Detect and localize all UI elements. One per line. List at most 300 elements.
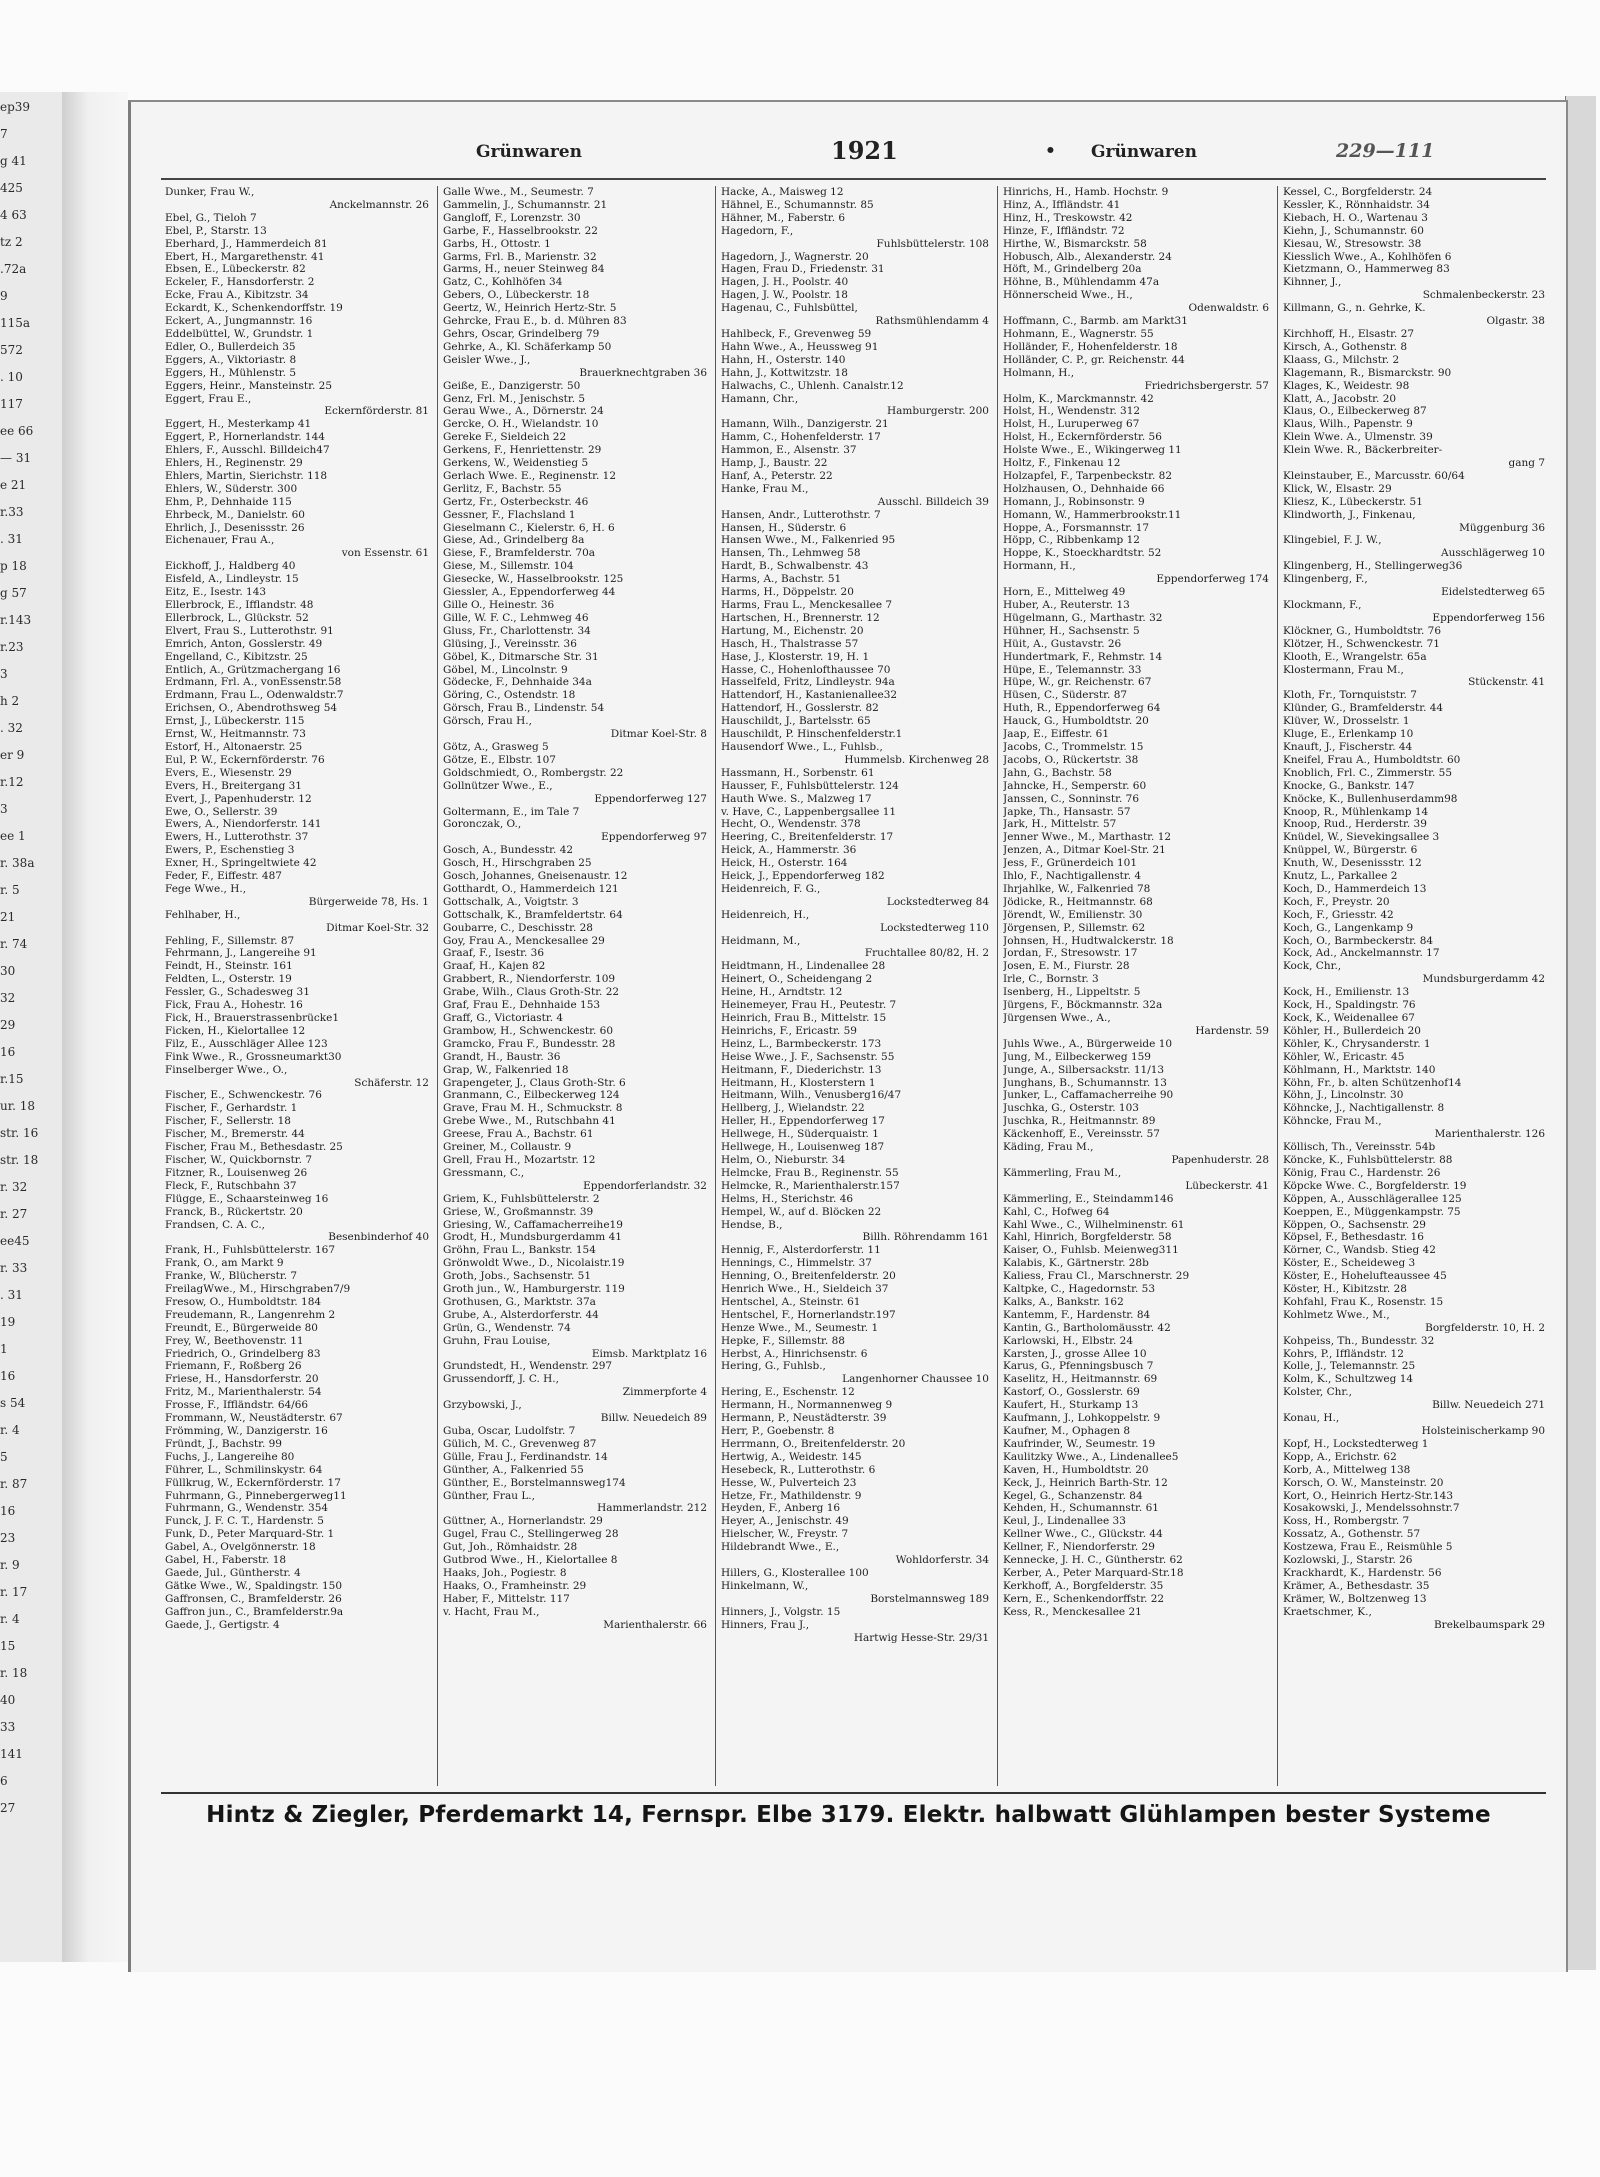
adjacent-page-fragment: 9 xyxy=(0,289,8,303)
directory-entry: Heering, C., Breitenfelderstr. 17 xyxy=(721,831,894,844)
directory-entry: Franck, B., Rückertstr. 20 xyxy=(165,1205,303,1218)
directory-entry: Götz, A., Grasweg 5 xyxy=(443,740,549,753)
directory-entry: Grebe Wwe., M., Rutschbahn 41 xyxy=(443,1115,616,1128)
directory-entry: Koch, F., Preystr. 20 xyxy=(1283,895,1390,908)
directory-entry: Günther, E., Borstelmannsweg174 xyxy=(443,1476,626,1489)
directory-entry: Koeppen, E., Müggenkampstr. 75 xyxy=(1283,1205,1461,1218)
directory-entry: Klötzer, H., Schwenckestr. 71 xyxy=(1283,637,1440,650)
directory-entry: Hellwege, H., Süderquaistr. 1 xyxy=(721,1128,879,1141)
directory-entry: Erichsen, O., Abendrothsweg 54 xyxy=(165,702,338,715)
adjacent-page-fragment: ee45 xyxy=(0,1234,30,1248)
directory-entry: Hinz, A., Iffländstr. 41 xyxy=(1003,198,1121,211)
adjacent-page-fragment: 5 xyxy=(0,1450,8,1464)
directory-entry: Holm, K., Marckmannstr. 42 xyxy=(1003,392,1154,405)
directory-entry: Kantemm, F., Hardenstr. 84 xyxy=(1003,1308,1151,1321)
page-edge xyxy=(1565,96,1596,1970)
adjacent-page-fragment: . 32 xyxy=(0,721,23,735)
adjacent-page-fragment: 6 xyxy=(0,1774,8,1788)
directory-entry: Klagemann, R., Bismarckstr. 90 xyxy=(1283,366,1452,379)
directory-entry: Fuchs, J., Langereihe 80 xyxy=(165,1450,295,1463)
directory-entry: Hirthe, W., Bismarckstr. 58 xyxy=(1003,237,1147,250)
header-section-right: Grünwaren xyxy=(1091,142,1197,162)
directory-entry: Henze Wwe., M., Seumestr. 1 xyxy=(721,1321,879,1334)
directory-entry: Ehlers, F., Ausschl. Billdeich47 xyxy=(165,444,330,457)
directory-entry: Exner, H., Springeltwiete 42 xyxy=(165,857,317,870)
directory-entry: Köster, E., Scheideweg 3 xyxy=(1283,1257,1416,1270)
directory-entry: Knoop, Rud., Herderstr. 39 xyxy=(1283,818,1427,831)
directory-entry: Ehrlich, J., Desenissstr. 26 xyxy=(165,521,305,534)
directory-entry: Klein Wwe. R., Bäckerbreiter- xyxy=(1283,444,1443,457)
directory-entry: Kock, Chr., xyxy=(1283,960,1342,973)
directory-entry: Hauth Wwe. S., Malzweg 17 xyxy=(721,792,872,805)
directory-entry: Holländer, C. P., gr. Reichenstr. 44 xyxy=(1003,353,1185,366)
directory-entry: Köhn, J., Lincolnstr. 30 xyxy=(1283,1089,1404,1102)
directory-entry: Hausendorf Wwe., L., Fuhlsb., xyxy=(721,740,883,753)
directory-entry: Gülich, M. C., Grevenweg 87 xyxy=(443,1437,597,1450)
directory-entry: Kraetschmer, K., xyxy=(1283,1605,1372,1618)
directory-entry: Lübeckerstr. 41 xyxy=(1185,1179,1269,1192)
directory-entry: Friese, H., Hansdorferstr. 20 xyxy=(165,1373,319,1386)
directory-entry: Jess, F., Grünerdeich 101 xyxy=(1003,857,1138,870)
directory-entry: Grün, G., Wendenstr. 74 xyxy=(443,1321,571,1334)
directory-entry: Kolm, K., Schultzweg 14 xyxy=(1283,1373,1414,1386)
directory-entry: Josen, E. M., Fiurstr. 28 xyxy=(1003,960,1130,973)
directory-entry: Ewers, P., Eschenstieg 3 xyxy=(165,844,295,857)
directory-entry: Kastorf, O., Gosslerstr. 69 xyxy=(1003,1386,1140,1399)
directory-entry: Klingebiel, F. J. W., xyxy=(1283,534,1382,547)
directory-entry: Bürgerweide 78, Hs. 1 xyxy=(308,895,429,908)
directory-entry: Greese, Frau A., Bachstr. 61 xyxy=(443,1128,594,1141)
directory-entry: Kirchhoff, H., Elsastr. 27 xyxy=(1283,327,1415,340)
directory-entry: Kolle, J., Telemannstr. 25 xyxy=(1283,1360,1416,1373)
directory-entry: Feldten, L., Osterstr. 19 xyxy=(165,973,292,986)
directory-entry: Kock, H., Emilienstr. 13 xyxy=(1283,986,1410,999)
directory-entry: Hagen, Frau D., Friedenstr. 31 xyxy=(721,263,885,276)
directory-entry: Grussendorff, J. C. H., xyxy=(443,1373,559,1386)
directory-entry: Juschka, R., Heitmannstr. 89 xyxy=(1003,1115,1156,1128)
directory-entry: Ewers, A., Niendorferstr. 141 xyxy=(165,818,322,831)
directory-entry: Isenberg, H., Lippeltstr. 5 xyxy=(1003,986,1141,999)
directory-entry: Evers, E., Wiesenstr. 29 xyxy=(165,766,292,779)
directory-entry: Fischer, W., Quickbornstr. 7 xyxy=(165,1153,313,1166)
adjacent-page-fragment: 19 xyxy=(0,1315,16,1329)
directory-entry: Feindt, H., Steinstr. 161 xyxy=(165,960,293,973)
directory-entry: Rathsmühlendamm 4 xyxy=(875,315,989,328)
directory-entry: Köhler, K., Chrysanderstr. 1 xyxy=(1283,1037,1431,1050)
directory-entry: Klüver, W., Drosselstr. 1 xyxy=(1283,715,1410,728)
directory-entry: Klaus, Wilh., Papenstr. 9 xyxy=(1283,418,1413,431)
adjacent-page-fragment: str. 16 xyxy=(0,1126,39,1140)
directory-entry: Gatz, C., Kohlhöfen 34 xyxy=(443,276,563,289)
directory-entry: Brauerknechtgraben 36 xyxy=(579,366,707,379)
directory-entry: Korb, A., Mittelweg 138 xyxy=(1283,1463,1411,1476)
adjacent-page-fragment: g 57 xyxy=(0,586,27,600)
column-rule xyxy=(715,186,716,1786)
directory-entry: Heinemeyer, Frau H., Peutestr. 7 xyxy=(721,999,897,1012)
directory-entry: Hügelmann, G., Marthastr. 32 xyxy=(1003,611,1163,624)
directory-entry: Irle, C., Bornstr. 3 xyxy=(1003,973,1099,986)
directory-entry: Klünder, G., Bramfelderstr. 44 xyxy=(1283,702,1444,715)
directory-entry: Hahn Wwe., A., Heussweg 91 xyxy=(721,340,879,353)
directory-entry: Jörgensen, P., Sillemstr. 62 xyxy=(1003,921,1146,934)
directory-entry: Ehlers, W., Süderstr. 300 xyxy=(165,482,298,495)
directory-entry: Ehlers, Martin, Sierichstr. 118 xyxy=(165,469,328,482)
directory-entry: Eddelbüttel, W., Grundstr. 1 xyxy=(165,327,314,340)
directory-entry: Grapengeter, J., Claus Groth-Str. 6 xyxy=(443,1076,626,1089)
directory-entry: Eckernförderstr. 81 xyxy=(324,405,429,418)
directory-entry: Hinners, Frau J., xyxy=(721,1618,810,1631)
directory-entry: Griem, K., Fuhlsbüttelerstr. 2 xyxy=(443,1192,600,1205)
directory-entry: Harms, A., Bachstr. 51 xyxy=(721,573,842,586)
directory-entry: Heick, H., Osterstr. 164 xyxy=(721,857,848,870)
adjacent-page-fragment: str. 18 xyxy=(0,1153,39,1167)
directory-entry: Jahn, G., Bachstr. 58 xyxy=(1003,766,1112,779)
directory-entry: Gertz, Fr., Osterbeckstr. 46 xyxy=(443,495,589,508)
adjacent-page-fragment: r.23 xyxy=(0,640,24,654)
directory-entry: Klaus, O., Eilbeckerweg 87 xyxy=(1283,405,1427,418)
directory-entry: Kock, H., Spaldingstr. 76 xyxy=(1283,999,1416,1012)
directory-entry: Erdmann, Frl. A., vonEssenstr.58 xyxy=(165,676,342,689)
directory-entry: Kalabis, K., Gärtnerstr. 28b xyxy=(1003,1257,1149,1270)
directory-entry: Heine, H., Arndtstr. 12 xyxy=(721,986,843,999)
directory-entry: Hüsen, C., Süderstr. 87 xyxy=(1003,689,1128,702)
directory-entry: Eggert, P., Hornerlandstr. 144 xyxy=(165,431,325,444)
directory-entry: Hellberg, J., Wielandstr. 22 xyxy=(721,1102,865,1115)
directory-entry: Knuth, W., Desenissstr. 12 xyxy=(1283,857,1422,870)
directory-entry: Klingenberg, H., Stellingerweg36 xyxy=(1283,560,1463,573)
directory-entry: Gosch, Johannes, Gneisenaustr. 12 xyxy=(443,870,628,883)
directory-entry: Frank, H., Fuhlsbüttelerstr. 167 xyxy=(165,1244,336,1257)
directory-entry: Fischer, M., Bremerstr. 44 xyxy=(165,1128,305,1141)
directory-entry: Garbe, F., Hasselbrookstr. 22 xyxy=(443,224,598,237)
directory-entry: Kiebach, H. O., Wartenau 3 xyxy=(1283,211,1428,224)
directory-entry: Estorf, H., Altonaerstr. 25 xyxy=(165,740,303,753)
directory-entry: Schäferstr. 12 xyxy=(354,1076,429,1089)
directory-entry: Köppen, O., Sachsenstr. 29 xyxy=(1283,1218,1426,1231)
directory-entry: Gaffronsen, C., Bramfelderstr. 26 xyxy=(165,1592,342,1605)
directory-entry: Garbs, H., Ottostr. 1 xyxy=(443,237,551,250)
adjacent-page-fragment: r. 38a xyxy=(0,856,35,870)
directory-entry: Göbel, M., Lincolnstr. 9 xyxy=(443,663,568,676)
directory-entry: Guba, Oscar, Ludolfstr. 7 xyxy=(443,1425,576,1437)
directory-entry: Hering, E., Eschenstr. 12 xyxy=(721,1386,855,1399)
directory-entry: Halwachs, C., Uhlenh. Canalstr.12 xyxy=(721,379,904,392)
directory-entry: v. Have, C., Lappenbergsallee 11 xyxy=(721,805,897,818)
adjacent-page-fragment: 15 xyxy=(0,1639,16,1653)
directory-entry: Kostzewa, Frau E., Reismühle 5 xyxy=(1283,1541,1453,1554)
directory-entry: Hesse, W., Pulverteich 23 xyxy=(721,1476,857,1489)
directory-entry: Odenwaldstr. 6 xyxy=(1188,302,1269,315)
entry-column-3 xyxy=(721,186,991,1791)
entry-column-2 xyxy=(443,186,709,1791)
directory-entry: Ellerbrock, E., Ifflandstr. 48 xyxy=(165,599,314,611)
directory-entry: Goronczak, O., xyxy=(443,818,522,831)
directory-entry: Ehm, P., Dehnhaide 115 xyxy=(165,495,292,508)
directory-entry: Heick, J., Eppendorferweg 182 xyxy=(721,870,885,883)
directory-entry: Hardt, B., Schwalbenstr. 43 xyxy=(721,560,869,573)
directory-entry: Janssen, C., Sonninstr. 76 xyxy=(1003,792,1140,805)
directory-entry: Kopp, A., Erichstr. 62 xyxy=(1283,1450,1397,1463)
directory-entry: Kerber, A., Peter Marquard-Str.18 xyxy=(1003,1566,1184,1579)
directory-entry: Gammelin, J., Schumannstr. 21 xyxy=(443,198,608,211)
directory-entry: Heinrichs, F., Ericastr. 59 xyxy=(721,1024,857,1037)
directory-entry: Brekelbaumspark 29 xyxy=(1433,1618,1545,1631)
directory-entry: Heller, H., Eppendorferweg 17 xyxy=(721,1115,885,1128)
directory-entry: Herbst, A., Hinrichsenstr. 6 xyxy=(721,1347,868,1360)
directory-entry: Knoop, R., Mühlenkamp 14 xyxy=(1283,805,1429,818)
directory-entry: Holmann, H., xyxy=(1003,366,1075,379)
directory-entry: Kern, E., Schenkendorffstr. 22 xyxy=(1003,1592,1165,1605)
column-rule xyxy=(1277,186,1278,1786)
directory-entry: Billw. Neuedeich 271 xyxy=(1432,1399,1545,1412)
directory-entry: Gabel, A., Ovelgönnerstr. 18 xyxy=(165,1541,316,1554)
directory-entry: Eggert, Frau E., xyxy=(165,392,252,405)
directory-entry: Klick, W., Elsastr. 29 xyxy=(1283,482,1392,495)
directory-entry: Hähner, M., Faberstr. 6 xyxy=(721,211,846,224)
directory-entry: Fege Wwe., H., xyxy=(165,882,247,895)
adjacent-page-fragment: 3 xyxy=(0,802,8,816)
directory-entry: Heitmann, F., Diederichstr. 13 xyxy=(721,1063,882,1076)
directory-entry: Kaliess, Frau Cl., Marschnerstr. 29 xyxy=(1003,1270,1190,1283)
directory-entry: Kneifel, Frau A., Humboldtstr. 60 xyxy=(1283,753,1461,766)
directory-entry: Holste Wwe., E., Wikingerweg 11 xyxy=(1003,444,1182,457)
directory-entry: Fuhlsbüttelerstr. 108 xyxy=(876,237,989,250)
directory-entry: Hellwege, H., Louisenweg 187 xyxy=(721,1141,885,1154)
directory-entry: Jahncke, H., Semperstr. 60 xyxy=(1003,779,1147,792)
adjacent-page-fragment: 1 xyxy=(0,1342,8,1356)
directory-entry: Hamm, C., Hohenfelderstr. 17 xyxy=(721,431,881,444)
directory-entry: Frommann, W., Neustädterstr. 67 xyxy=(165,1412,343,1425)
directory-entry: Hermann, H., Normannenweg 9 xyxy=(721,1399,893,1412)
directory-entry: Freundt, E., Bürgerweide 80 xyxy=(165,1321,318,1334)
directory-entry: Graf, Frau E., Dehnhaide 153 xyxy=(443,999,601,1012)
directory-entry: Kopf, H., Lockstedterweg 1 xyxy=(1283,1437,1429,1450)
adjacent-page-fragment: 117 xyxy=(0,397,23,411)
directory-entry: Hähnel, E., Schumannstr. 85 xyxy=(721,198,874,211)
adjacent-page-fragment: r. 33 xyxy=(0,1261,28,1275)
directory-entry: Hertwig, A., Weidestr. 145 xyxy=(721,1450,862,1463)
directory-entry: Hinz, H., Treskowstr. 42 xyxy=(1003,211,1133,224)
directory-entry: Gehrs, Oscar, Grindelberg 79 xyxy=(443,327,600,340)
directory-entry: Kaufert, H., Sturkamp 13 xyxy=(1003,1399,1139,1412)
directory-entry: Griesing, W., Caffamacherreihe19 xyxy=(443,1218,623,1231)
directory-entry: Horn, E., Mittelweg 49 xyxy=(1003,586,1126,599)
adjacent-page-fragment: 32 xyxy=(0,991,16,1005)
directory-entry: Helms, H., Sterichstr. 46 xyxy=(721,1192,854,1205)
directory-entry: König, Frau C., Hardenstr. 26 xyxy=(1283,1166,1441,1179)
directory-entry: Hermann, P., Neustädterstr. 39 xyxy=(721,1412,887,1425)
directory-entry: v. Hacht, Frau M., xyxy=(443,1605,540,1618)
directory-entry: Ernst, J., Lübeckerstr. 115 xyxy=(165,715,305,728)
directory-entry: Junge, A., Silbersackstr. 11/13 xyxy=(1003,1063,1165,1076)
directory-entry: Klooth, E., Wrangelstr. 65a xyxy=(1283,650,1427,663)
directory-entry: Finselberger Wwe., O., xyxy=(165,1063,288,1076)
directory-entry: Hausser, F., Fuhlsbüttelerstr. 124 xyxy=(721,779,899,792)
directory-entry: Ihlo, F., Nachtigallenstr. 4 xyxy=(1003,870,1142,883)
directory-entry: Köpcke Wwe. C., Borgfelderstr. 19 xyxy=(1283,1179,1467,1192)
directory-entry: Kiesau, W., Stresowstr. 38 xyxy=(1283,237,1422,250)
directory-entry: Grube, A., Alsterdorferstr. 44 xyxy=(443,1308,599,1321)
directory-entry: Fischer, Frau M., Bethesdastr. 25 xyxy=(165,1141,343,1154)
directory-entry: Grönwoldt Wwe., D., Nicolaistr.19 xyxy=(443,1257,625,1270)
directory-entry: Friemann, F., Roßberg 26 xyxy=(165,1360,302,1373)
directory-entry: Hendse, B., xyxy=(721,1218,783,1231)
directory-entry: Emrich, Anton, Gosslerstr. 49 xyxy=(165,637,323,650)
directory-entry: Hardenstr. 59 xyxy=(1195,1024,1269,1037)
directory-entry: Jürgens, F., Böckmannstr. 32a xyxy=(1003,999,1163,1012)
directory-entry: Hönnerscheid Wwe., H., xyxy=(1003,289,1133,302)
directory-entry: Frandsen, C. A. C., xyxy=(165,1218,266,1231)
directory-entry: Eberhard, J., Hammerdeich 81 xyxy=(165,237,328,250)
adjacent-page-fragment: r.15 xyxy=(0,1072,24,1086)
directory-entry: Kerkhoff, A., Borgfelderstr. 35 xyxy=(1003,1579,1164,1592)
directory-entry: Langenhorner Chaussee 10 xyxy=(842,1373,989,1386)
adjacent-page-fragment: r. 87 xyxy=(0,1477,28,1491)
directory-entry: Gaffron jun., C., Bramfelderstr.9a xyxy=(165,1605,344,1618)
directory-entry: Karus, G., Pfenningsbusch 7 xyxy=(1003,1360,1154,1373)
directory-entry: Galle Wwe., M., Seumestr. 7 xyxy=(443,186,594,198)
directory-entry: Groth jun., W., Hamburgerstr. 119 xyxy=(443,1283,625,1296)
directory-entry: Junghans, B., Schumannstr. 13 xyxy=(1003,1076,1167,1089)
directory-entry: Frömming, W., Danzigerstr. 16 xyxy=(165,1425,328,1437)
directory-entry: Filz, E., Ausschläger Allee 123 xyxy=(165,1037,328,1050)
directory-entry: Gereke F., Sieldeich 22 xyxy=(443,431,567,444)
directory-entry: Funk, D., Peter Marquard-Str. 1 xyxy=(165,1528,335,1541)
directory-entry: Kloth, Fr., Tornquiststr. 7 xyxy=(1283,689,1417,702)
adjacent-page-fragment: 27 xyxy=(0,1801,16,1815)
directory-entry: Heick, A., Hammerstr. 36 xyxy=(721,844,857,857)
adjacent-page-fragment: . 31 xyxy=(0,532,23,546)
directory-entry: Hinkelmann, W., xyxy=(721,1579,809,1592)
directory-entry: Ewe, O., Sellerstr. 39 xyxy=(165,805,278,818)
adjacent-page-fragment: tz 2 xyxy=(0,235,23,249)
directory-entry: Edler, O., Bullerdeich 35 xyxy=(165,340,296,353)
directory-entry: Jenzen, A., Ditmar Koel-Str. 21 xyxy=(1003,844,1166,857)
directory-entry: Besenbinderhof 40 xyxy=(328,1231,429,1244)
directory-entry: Knutz, L., Parkallee 2 xyxy=(1283,870,1398,883)
directory-entry: Knüdel, W., Sievekingsallee 3 xyxy=(1283,831,1440,844)
directory-entry: Kluge, E., Erlenkamp 10 xyxy=(1283,728,1414,741)
adjacent-page-fragment: ep39 xyxy=(0,100,31,114)
directory-entry: Holst, H., Wendenstr. 312 xyxy=(1003,405,1141,418)
directory-entry: Fresow, O., Humboldtstr. 184 xyxy=(165,1295,322,1308)
directory-entry: Giessler, A., Eppendorferweg 44 xyxy=(443,586,616,599)
adjacent-page-fragment: 23 xyxy=(0,1531,16,1545)
adjacent-page-fragment: .72a xyxy=(0,262,27,276)
adjacent-page-fragment: 16 xyxy=(0,1045,16,1059)
directory-entry: Hepke, F., Sillemstr. 88 xyxy=(721,1334,845,1347)
directory-entry: Hagen, J. H., Poolstr. 40 xyxy=(721,276,849,289)
directory-entry: Giese, F., Bramfelderstr. 70a xyxy=(443,547,596,560)
adjacent-page-fragment: r.12 xyxy=(0,775,24,789)
directory-entry: Kock, Ad., Anckelmannstr. 17 xyxy=(1283,947,1440,960)
directory-entry: Kolster, Chr., xyxy=(1283,1386,1352,1399)
directory-entry: Herrmann, O., Breitenfelderstr. 20 xyxy=(721,1437,906,1450)
adjacent-page-fragment: 115a xyxy=(0,316,31,330)
directory-entry: Käckenhoff, E., Vereinsstr. 57 xyxy=(1003,1128,1160,1141)
directory-entry: Fick, Frau A., Hohestr. 16 xyxy=(165,999,303,1012)
directory-entry: Krämer, W., Boltzenweg 13 xyxy=(1283,1592,1427,1605)
directory-entry: Gosch, H., Hirschgraben 25 xyxy=(443,857,592,870)
directory-entry: Henning, O., Breitenfelderstr. 20 xyxy=(721,1270,896,1283)
entry-column-4 xyxy=(1003,186,1271,1791)
directory-entry: Hagen, J. W., Poolstr. 18 xyxy=(721,289,848,302)
page-number: 229—111 xyxy=(1336,140,1435,162)
directory-entry: Klages, K., Weidestr. 98 xyxy=(1283,379,1410,392)
adjacent-page-fragment: p 18 xyxy=(0,559,27,573)
directory-entry: Funck, J. F. C. T., Hardenstr. 5 xyxy=(165,1515,324,1528)
directory-entry: Kietzmann, O., Hammerweg 83 xyxy=(1283,263,1450,276)
adjacent-page-fragment: r. 9 xyxy=(0,1558,20,1572)
directory-entry: Jacobs, O., Rückertstr. 38 xyxy=(1003,753,1139,766)
directory-entry: Korsch, O. W., Mansteinstr. 20 xyxy=(1283,1476,1444,1489)
directory-entry: Kegel, G., Schanzenstr. 84 xyxy=(1003,1489,1143,1502)
directory-entry: Kleinstauber, E., Marcusstr. 60/64 xyxy=(1283,469,1465,482)
directory-entry: Hentschel, F., Hornerlandstr.197 xyxy=(721,1308,896,1321)
directory-entry: Körner, C., Wandsb. Stieg 42 xyxy=(1283,1244,1436,1257)
directory-entry: Köllisch, Th., Vereinsstr. 54b xyxy=(1283,1141,1436,1154)
directory-entry: Kohrs, P., Iffländstr. 12 xyxy=(1283,1347,1404,1360)
directory-entry: Giesecke, W., Hasselbrookstr. 125 xyxy=(443,573,624,586)
directory-entry: Eppendorferweg 127 xyxy=(594,792,707,805)
directory-entry: Koch, G., Langenkamp 9 xyxy=(1283,921,1414,934)
adjacent-page-fragment: 29 xyxy=(0,1018,16,1032)
directory-entry: Fischer, F., Sellerstr. 18 xyxy=(165,1115,291,1128)
directory-entry: Göbel, K., Ditmarsche Str. 31 xyxy=(443,650,599,663)
directory-entry: Kaltpke, C., Hagedornstr. 53 xyxy=(1003,1283,1156,1296)
directory-entry: Haaks, O., Framheinstr. 29 xyxy=(443,1579,587,1592)
directory-entry: Frank, O., am Markt 9 xyxy=(165,1257,284,1270)
directory-entry: Heyden, F., Anberg 16 xyxy=(721,1502,841,1515)
directory-entry: Ficken, H., Kielortallee 12 xyxy=(165,1024,306,1037)
directory-entry: Garms, H., neuer Steinweg 84 xyxy=(443,263,605,276)
directory-entry: Hasse, C., Hohenlofthaussee 70 xyxy=(721,663,891,676)
directory-entry: Hildebrandt Wwe., E., xyxy=(721,1541,840,1554)
directory-entry: Grap, W., Falkenried 18 xyxy=(443,1063,569,1076)
directory-entry: Flügge, E., Schaarsteinweg 16 xyxy=(165,1192,329,1205)
directory-entry: Hauschildt, P. Hinschenfelderstr.1 xyxy=(721,728,903,741)
directory-entry: Eimsb. Marktplatz 16 xyxy=(591,1347,707,1360)
directory-entry: Güttner, A., Hornerlandstr. 29 xyxy=(443,1515,603,1528)
directory-entry: Fehling, F., Sillemstr. 87 xyxy=(165,934,295,947)
adjacent-page-fragment: ee 1 xyxy=(0,829,26,843)
directory-entry: Hering, G., Fuhlsb., xyxy=(721,1360,826,1373)
adjacent-page-fragment: 16 xyxy=(0,1369,16,1383)
directory-entry: Kaufner, M., Ophagen 8 xyxy=(1003,1425,1131,1437)
adjacent-page-fragment: 572 xyxy=(0,343,23,357)
directory-entry: Ebel, G., Tieloh 7 xyxy=(165,211,257,224)
directory-entry: Fitzner, R., Louisenweg 26 xyxy=(165,1166,308,1179)
directory-entry: Kahl, Hinrich, Borgfelderstr. 58 xyxy=(1003,1231,1172,1244)
directory-entry: Hartung, M., Eichenstr. 20 xyxy=(721,624,864,637)
directory-entry: Hansen, Th., Lehmweg 58 xyxy=(721,547,861,560)
directory-entry: Hesebeck, R., Lutterothstr. 6 xyxy=(721,1463,876,1476)
directory-entry: Gaede, J., Gertigstr. 4 xyxy=(165,1618,280,1631)
directory-entry: Kehden, H., Schumannstr. 61 xyxy=(1003,1502,1159,1515)
directory-entry: Hundertmark, F., Rehmstr. 14 xyxy=(1003,650,1163,663)
directory-entry: Köhlmann, H., Marktstr. 140 xyxy=(1283,1063,1436,1076)
directory-entry: Holzhausen, O., Dehnhaide 66 xyxy=(1003,482,1165,495)
directory-entry: Johnsen, H., Hudtwalckerstr. 18 xyxy=(1003,934,1174,947)
directory-entry: Jenner Wwe., M., Marthastr. 12 xyxy=(1003,831,1172,844)
directory-entry: Fessler, G., Schadesweg 31 xyxy=(165,986,310,999)
directory-entry: Frey, W., Beethovenstr. 11 xyxy=(165,1334,304,1347)
directory-entry: Gerlach Wwe. E., Reginenstr. 12 xyxy=(443,469,617,482)
directory-entry: Kossatz, A., Gothenstr. 57 xyxy=(1283,1528,1421,1541)
directory-entry: Gugel, Frau C., Stellingerweg 28 xyxy=(443,1528,619,1541)
directory-entry: Kess, R., Menckesallee 21 xyxy=(1003,1605,1142,1618)
directory-entry: Köhncke, Frau M., xyxy=(1283,1115,1382,1128)
